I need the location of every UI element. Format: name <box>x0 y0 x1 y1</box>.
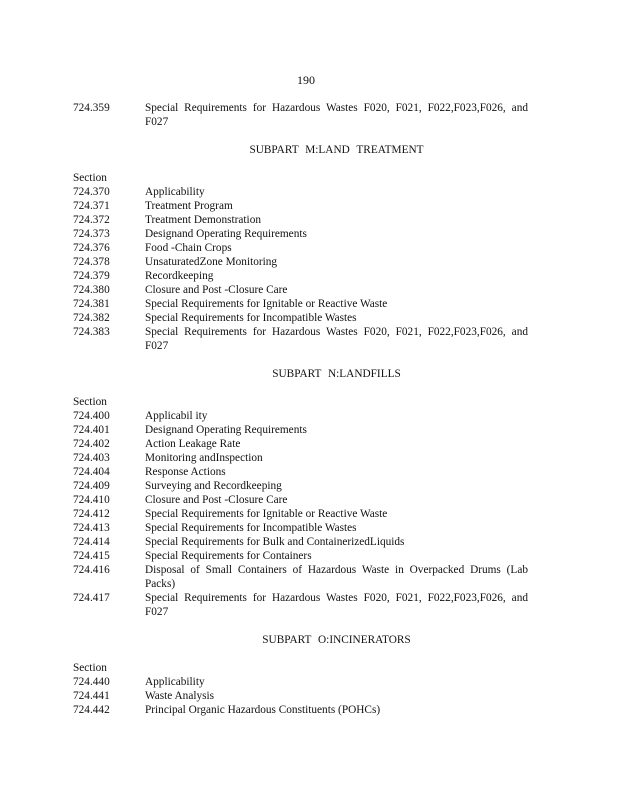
toc-entry <box>73 675 528 689</box>
section-number: 724.440 <box>73 676 110 688</box>
section-title: Treatment Demonstration <box>145 214 261 226</box>
subpart-heading: SUBPART O:INCINERATORS <box>262 634 411 646</box>
section-number: 724.415 <box>73 550 110 562</box>
section-title: Applicabil ity <box>145 410 208 422</box>
section-title: Closure and Post -Closure Care <box>145 494 288 506</box>
section-number: 724.410 <box>73 494 110 506</box>
toc-entry <box>73 507 528 521</box>
section-number: 724.378 <box>73 256 110 268</box>
section-title: Recordkeeping <box>145 270 214 282</box>
toc-entry <box>73 465 528 479</box>
section-title: Special Requirements for Incompatible Wastes <box>145 522 357 534</box>
section-title: Special Requirements for Hazardous Wastes F020, F021, F022,F023,F026, and F027 <box>145 592 528 618</box>
section-number: 724.403 <box>73 452 110 464</box>
section-title: Special Requirements for Hazardous Wastes F020, F021, F022,F023,F026, and F027 <box>145 326 528 352</box>
section-number: 724.359 <box>73 102 110 114</box>
section-number: 724.372 <box>73 214 110 226</box>
toc-entry <box>73 213 528 227</box>
section-number: 724.373 <box>73 228 110 240</box>
toc-entry <box>73 703 528 717</box>
section-title: Applicability <box>145 676 205 688</box>
table-of-contents <box>73 101 528 717</box>
toc-entry <box>73 297 528 311</box>
section-title: Disposal of Small Containers of Hazardous Waste in Overpacked Drums (Lab Packs) <box>145 564 528 590</box>
section-title: Designand Operating Requirements <box>145 424 307 436</box>
toc-entry <box>73 409 528 423</box>
section-number: 724.416 <box>73 564 110 576</box>
toc-entry <box>73 185 528 199</box>
section-title: Closure and Post -Closure Care <box>145 284 288 296</box>
section-title: Food -Chain Crops <box>145 242 232 254</box>
section-number: 724.413 <box>73 522 110 534</box>
toc-entry <box>73 479 528 493</box>
section-title: Special Requirements for Incompatible Wastes <box>145 312 357 324</box>
toc-entry <box>73 227 528 241</box>
section-number: 724.412 <box>73 508 110 520</box>
toc-entry <box>73 311 528 325</box>
toc-entry <box>73 591 528 619</box>
page-number: 190 <box>297 73 315 87</box>
section-title: Waste Analysis <box>145 690 215 702</box>
section-number: 724.409 <box>73 480 110 492</box>
section-title: Response Actions <box>145 466 226 478</box>
section-number: 724.376 <box>73 242 110 254</box>
subpart-heading: SUBPART N:LANDFILLS <box>272 368 401 380</box>
toc-entry <box>73 325 528 353</box>
toc-entry <box>73 199 528 213</box>
section-number: 724.379 <box>73 270 110 282</box>
subpart-heading: SUBPART M:LAND TREATMENT <box>249 144 424 156</box>
section-title: Action Leakage Rate <box>145 438 241 450</box>
section-number: 724.381 <box>73 298 110 310</box>
section-title: Monitoring andInspection <box>145 452 263 464</box>
section-title: Special Requirements for Containers <box>145 550 312 562</box>
section-number: 724.382 <box>73 312 110 324</box>
toc-entry <box>73 423 528 437</box>
section-number: 724.402 <box>73 438 110 450</box>
section-title: Principal Organic Hazardous Constituents (POHCs) <box>145 704 381 716</box>
section-title: Surveying and Recordkeeping <box>145 480 282 492</box>
section-title: UnsaturatedZone Monitoring <box>145 256 278 268</box>
toc-entry <box>73 283 528 297</box>
toc-entry <box>73 689 528 703</box>
section-number: 724.371 <box>73 200 110 212</box>
section-title: Designand Operating Requirements <box>145 228 307 240</box>
section-title: Special Requirements for Bulk and ContainerizedLiquids <box>145 536 405 548</box>
section-title: Special Requirements for Hazardous Wastes F020, F021, F022,F023,F026, and F027 <box>145 102 528 128</box>
toc-entry <box>73 255 528 269</box>
toc-entry <box>73 535 528 549</box>
section-number: 724.370 <box>73 186 110 198</box>
toc-entry <box>73 563 528 591</box>
section-label: Section <box>73 396 107 408</box>
section-title: Special Requirements for Ignitable or Reactive Waste <box>145 298 388 310</box>
toc-entry <box>73 451 528 465</box>
toc-entry <box>73 269 528 283</box>
section-number: 724.401 <box>73 424 110 436</box>
section-title: Applicability <box>145 186 205 198</box>
section-number: 724.441 <box>73 690 110 702</box>
section-number: 724.380 <box>73 284 110 296</box>
section-number: 724.442 <box>73 704 110 716</box>
toc-entry <box>73 241 528 255</box>
section-label: Section <box>73 172 107 184</box>
section-number: 724.404 <box>73 466 110 478</box>
section-number: 724.414 <box>73 536 110 548</box>
section-label: Section <box>73 662 107 674</box>
section-number: 724.383 <box>73 326 110 338</box>
toc-entry <box>73 493 528 507</box>
toc-entry <box>73 549 528 563</box>
toc-entry <box>73 101 528 129</box>
toc-entry <box>73 437 528 451</box>
toc-entry <box>73 521 528 535</box>
section-number: 724.400 <box>73 410 110 422</box>
section-title: Treatment Program <box>145 200 233 212</box>
section-title: Special Requirements for Ignitable or Reactive Waste <box>145 508 388 520</box>
section-number: 724.417 <box>73 592 110 604</box>
